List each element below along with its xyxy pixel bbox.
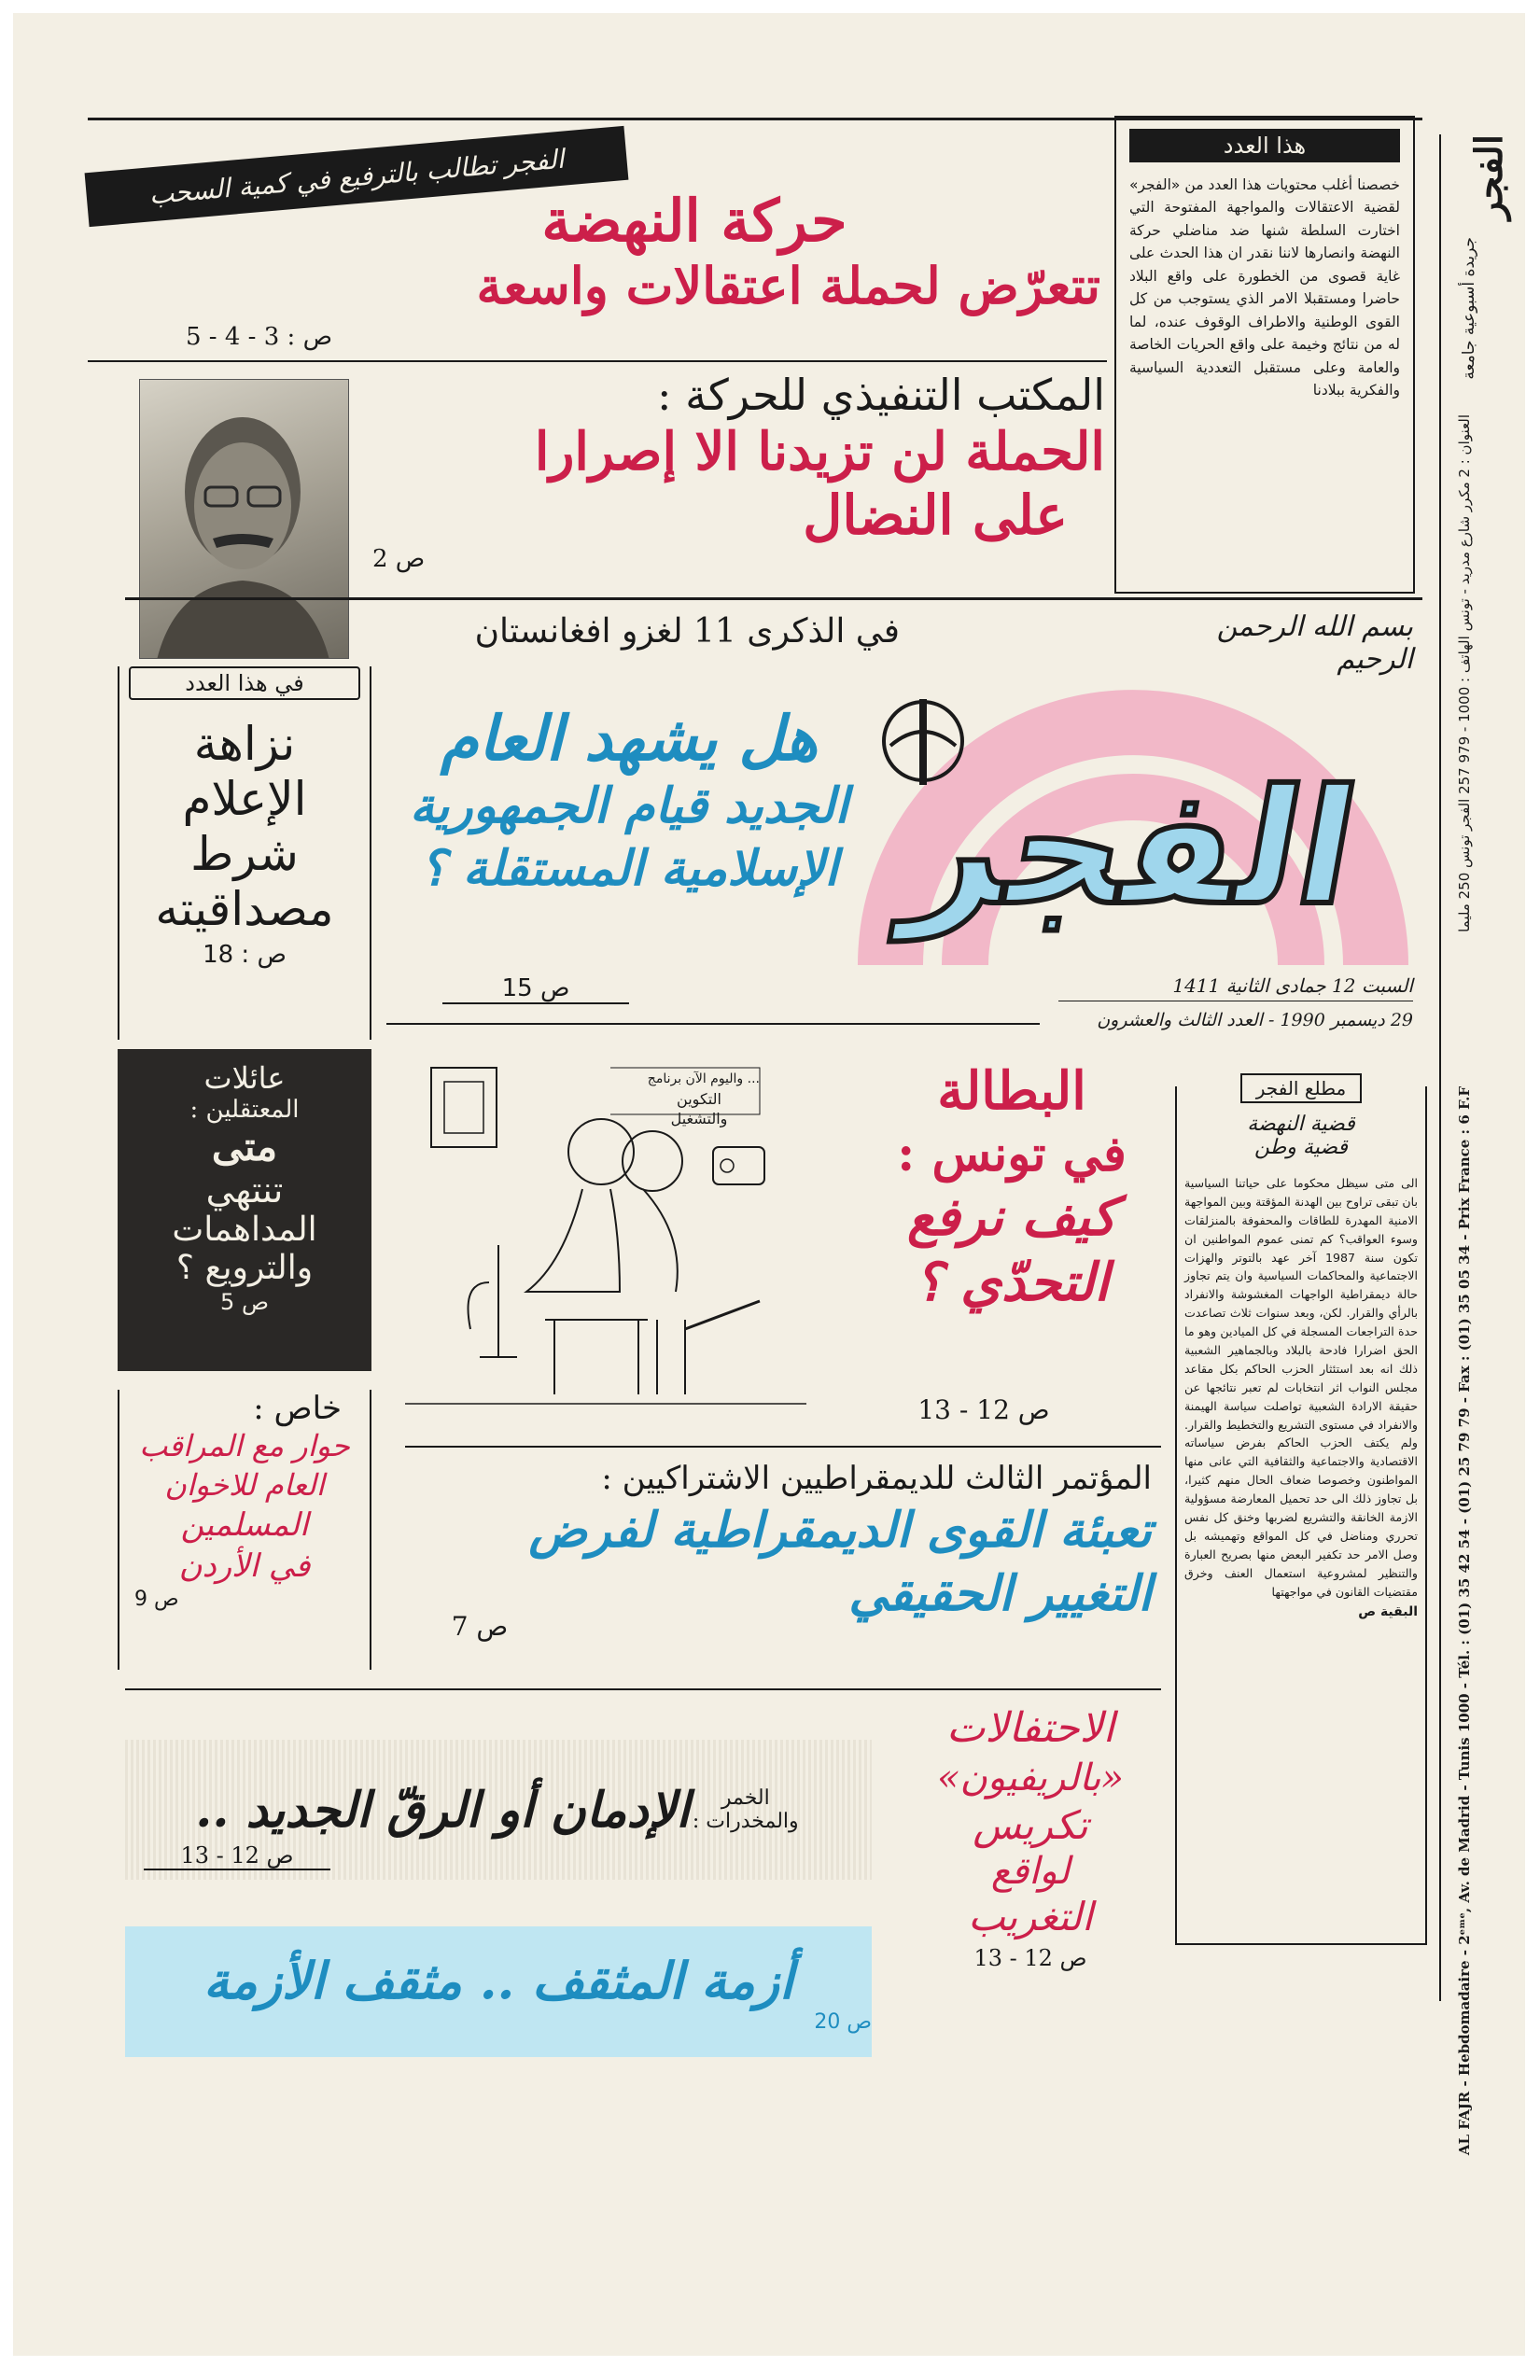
bureau-line2: الحملة لن تزيدنا الا إصرارا — [534, 421, 1105, 483]
lead-line2: تتعرّض لحملة اعتقالات واسعة — [476, 256, 1100, 316]
date-hijri: السبت 12 جمادى الثانية 1411 — [1172, 974, 1413, 997]
portrait-photo — [139, 379, 349, 659]
masthead-logo — [834, 657, 1432, 993]
unemployment-line2: في تونس : — [897, 1126, 1127, 1183]
celebrations-box — [895, 1704, 1166, 2003]
unemployment-line3: كيف نرفع — [906, 1186, 1117, 1248]
inside-line-2: الإعلام — [182, 772, 307, 826]
democrats-page: ص 7 — [451, 1611, 509, 1642]
lead-pages: ص : 3 - 4 - 5 — [186, 323, 333, 351]
crisis-text: أزمة المثقف .. مثقف الأزمة — [203, 1950, 794, 2010]
spine-subtitle: جريدة أسبوعية جامعة — [1460, 237, 1478, 380]
celebrations-line2: «بالريفيون» — [937, 1756, 1124, 1799]
newspaper-page — [13, 13, 1525, 2356]
unemployment-story — [858, 1058, 1166, 1432]
unemployment-line1: البطالة — [937, 1060, 1086, 1122]
drugs-text: الإدمان أو الرقّ الجديد .. — [195, 1781, 690, 1839]
republic-line3: الإسلامية المستقلة ؟ — [420, 840, 838, 898]
cartoon-drawing — [405, 1049, 853, 1422]
cartoon-tv-text: التكوين والتشغيل — [670, 1090, 728, 1127]
opening-body: الى متى سيظل محكوما على حياتنا السياسية بان تبقى تراوح بين الهدنة المؤقتة وبين المواجهة الامنية المهدرة للطاقات والمحفوفة بالمنزلقات وسوء العواقب؟ كم تمنى عموم المواطنين ان تكون سنة 1987 آخر عهد بالتوتر والهزات الاجتماعية والمحاكمات السياسية وان يتم تجاوز حالة ديمقراطية الواجهات المغشوشة والانفراد بالرأي والقرار. لكن، وبعد سنوات ثلاث تصاعدت حدة التراجعات المسجلة في كل الميادين وهو ما الحق اضرارا فادحة بالبلاد وبالجماهير الشعبية ذلك انه بعد استئثار الحزب الحاكم بكل مقاعد مجلس النواب اثر انتخابات لم تعبر نتائجها عن حقيقة الارادة الشعبية تواصلت سياسة الهيمنة والانفراد في مستوى التشريع والتخطيط والقرار. ولم يكتف الحزب الحاكم بفرض سياساته الاقتصادية والاجتماعية والثقافية التي عانى منها المواطنون وخصوصا ضعاف الحال منهم كثيرا، بل تجاوز ذلك الى حد تحميل المعارضة مسؤولية الازمة الخانقة والتشريع لضربها وخنق كل نفس تحرري ومناضل في كل المواقع وتهميشه بل وصل الامر حد تكفير البعض منها بصريح العبارة والتنظير لمشروعية استعمال العنف وخرق مقتضيات القانون في مواجهتها — [1184, 1176, 1418, 1599]
special-line4: في الأردن — [178, 1547, 311, 1586]
celebrations-line1: الاحتفالات — [946, 1704, 1114, 1752]
republic-line1: هل يشهد العام — [440, 702, 819, 775]
opening-continued: البقية ص — [1358, 1604, 1418, 1620]
spine-address: العنوان : 2 مكرر شارع مدريد - تونس الهاتف : 1000 - 979 257 الفجر تونس 250 مليما — [1456, 414, 1473, 932]
portrait-silhouette — [139, 380, 348, 659]
drugs-page: ص 12 - 13 — [144, 1842, 330, 1870]
this-issue-body: خصصنا أغلب محتويات هذا العدد من «الفجر» لقضية الاعتقالات والمواجهة المفتوحة التي اختارت السلطة شنها ضد مناضلي حركة النهضة وانصارها لاننا نقدر ان هذا الحدث على غاية قصوى من الخطورة على واقع البلاد حاضرا ومستقبلا الامر الذي يستوجب من كل القوى الوطنية والاطراف الوقوف عنده، لما له من نتائج وخيمة على واقع الحريات الخاصة والعامة وعلى مستقبل التعددية السياسية والفكرية ببلادنا — [1129, 176, 1400, 399]
cartoon-caption: ... واليوم الآن برنامج — [647, 1071, 760, 1086]
banner-text: الفجر تطالب بالترفيع في كمية السحب — [147, 143, 566, 210]
unemployment-line4: التحدّي ؟ — [914, 1252, 1110, 1313]
celebrations-line5: التغريب — [968, 1894, 1093, 1940]
drugs-prefix: الخمر والمخدرات : — [692, 1786, 799, 1833]
crisis-box — [125, 1926, 872, 2057]
this-issue-header: هذا العدد — [1129, 129, 1400, 162]
cartoon — [405, 1049, 853, 1422]
date-issue: 29 ديسمبر 1990 - العدد الثالث والعشرون — [1097, 1010, 1413, 1030]
inside-line-4: مصداقيته — [155, 882, 334, 936]
families-line1: عائلات — [203, 1060, 286, 1096]
special-box — [118, 1390, 371, 1670]
celebrations-line4: لواقع — [990, 1850, 1071, 1894]
opening-column — [1175, 1077, 1427, 1945]
families-line5: المداهمات — [172, 1211, 317, 1249]
special-line1: حوار مع المراقب — [139, 1428, 350, 1463]
republic-page: ص 15 — [442, 974, 629, 1004]
spine — [1430, 134, 1512, 2156]
democrats-line2: تعبئة القوى الديمقراطية لفرض — [528, 1502, 1152, 1560]
inside-box — [118, 666, 371, 1040]
special-line2: العام للاخوان — [164, 1466, 325, 1503]
inside-line-3: شرط — [190, 827, 299, 881]
crisis-page: ص 20 — [814, 2009, 872, 2034]
lead-line1: حركة النهضة — [541, 187, 847, 255]
families-page: ص 5 — [220, 1289, 269, 1315]
democrats-line1: المؤتمر الثالث للديمقراطيين الاشتراكيين : — [601, 1460, 1152, 1497]
inside-title — [119, 717, 370, 937]
spine-title: الفجر — [1467, 134, 1511, 220]
logo-text: الفجر — [896, 756, 1370, 941]
special-line3: المسلمين — [180, 1506, 309, 1545]
afghan-headline: في الذكرى 11 لغزو افغانستان — [474, 612, 900, 651]
celebrations-page: ص 12 - 13 — [973, 1944, 1087, 1971]
republic-story — [386, 704, 872, 1021]
special-page: ص 9 — [134, 1587, 179, 1611]
families-box — [118, 1049, 371, 1371]
families-line4: تنتهي — [205, 1169, 284, 1211]
this-issue-box — [1114, 116, 1415, 594]
families-line6: والترويع ؟ — [175, 1249, 314, 1287]
celebrations-line3: تكريس — [973, 1801, 1088, 1848]
opening-sub1: قضية النهضة — [1247, 1113, 1355, 1136]
families-line2: المعتقلين : — [189, 1096, 300, 1124]
bureau-page: ص 2 — [372, 545, 426, 573]
special-header: خاص : — [253, 1390, 342, 1427]
inside-page: ص : 18 — [203, 941, 287, 969]
bureau-line1: المكتب التنفيذي للحركة : — [657, 370, 1105, 420]
inside-header: في هذا العدد — [129, 666, 360, 700]
opening-header: مطلع الفجر — [1240, 1073, 1362, 1103]
inside-line-1: نزاهة — [193, 717, 296, 771]
opening-sub2: قضية وطن — [1254, 1136, 1348, 1159]
spine-french: AL FAJR - Hebdomadaire - 2ᵉᵐᵉ, Av. de Madrid - Tunis 1000 - Tél. : (01) 35 42 54 - (01) 25 79 79 - Fax : (01) 35 05 34 - Prix France : 6 F.F — [1456, 1086, 1473, 2156]
basmala: بسم الله الرحمن الرحيم — [1216, 610, 1413, 676]
families-line3: متى — [211, 1124, 278, 1169]
bureau-line3: على النضال — [803, 483, 1068, 548]
unemployment-page: ص 12 - 13 — [917, 1394, 1050, 1425]
democrats-line3: التغيير الحقيقي — [848, 1564, 1152, 1622]
republic-line2: الجديد قيام الجمهورية — [410, 777, 848, 834]
